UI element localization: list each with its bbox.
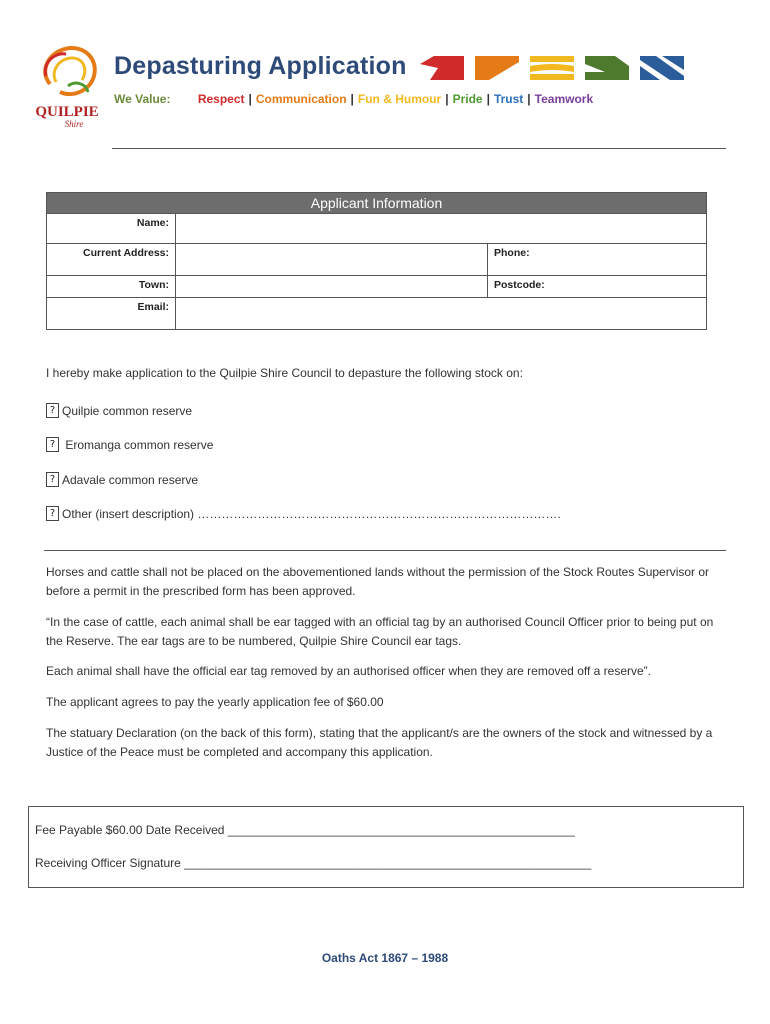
condition-paragraph: Horses and cattle shall not be placed on the abovementioned lands without the permission of the Stock Routes Supervisor or before a permit in the prescribed form has been approved. (46, 565, 710, 598)
green-shape-icon (585, 56, 629, 80)
option-other[interactable] (46, 506, 561, 521)
option-label: Other (insert description) ………………………………………………………………………………. (62, 506, 561, 521)
header-divider (112, 148, 726, 149)
checkbox-icon[interactable]: ? (46, 437, 59, 452)
red-shape-icon (420, 56, 464, 80)
orange-shape-icon (475, 56, 519, 80)
name-label: Name: (47, 214, 176, 244)
postcode-field[interactable] (488, 276, 707, 298)
quilpie-shire-logo (28, 40, 106, 130)
address-field[interactable] (176, 244, 488, 276)
email-field[interactable] (176, 298, 707, 330)
applicant-info-table (46, 192, 707, 330)
office-use-box (28, 806, 744, 888)
option-label: Eromanga common reserve (62, 437, 214, 452)
option-label: Adavale common reserve (62, 472, 199, 487)
values-list (198, 92, 593, 106)
svg-text:Shire: Shire (64, 119, 84, 129)
phone-field[interactable] (488, 244, 707, 276)
value-trust: Trust (493, 92, 524, 106)
values-separator: | (486, 92, 490, 106)
yellow-shape-icon (530, 56, 574, 80)
values-separator: | (445, 92, 449, 106)
values-separator: | (248, 92, 252, 106)
postcode-label: Postcode: (494, 279, 545, 291)
town-label: Town: (47, 276, 176, 298)
condition-paragraph: The statuary Declaration (on the back of this form), stating that the applicant/s are the owners of the stock and witnessed by a Justice of the Peace must be completed and accompany this application. (46, 726, 713, 759)
applicant-info-heading: Applicant Information (47, 193, 707, 214)
section-divider (44, 550, 726, 551)
value-pride: Pride (452, 92, 483, 106)
blue-shape-icon (640, 56, 684, 80)
fee-received-line[interactable]: Fee Payable $60.00 Date Received ____________________________________________________ (35, 823, 575, 837)
values-separator: | (350, 92, 354, 106)
option-label: Quilpie common reserve (62, 403, 193, 418)
checkbox-icon[interactable]: ? (46, 506, 59, 521)
condition-paragraph: The applicant agrees to pay the yearly application fee of $60.00 (46, 695, 384, 709)
checkbox-icon[interactable]: ? (46, 472, 59, 487)
option-eromanga[interactable] (46, 437, 213, 452)
value-fun-humour: Fun & Humour (357, 92, 442, 106)
town-field[interactable] (176, 276, 488, 298)
email-label: Email: (47, 298, 176, 330)
option-quilpie[interactable] (46, 403, 192, 418)
footer-heading: Oaths Act 1867 – 1988 (321, 951, 449, 965)
condition-paragraph: Each animal shall have the official ear tag removed by an authorised officer when they are removed off a reserve”. (46, 664, 652, 678)
checkbox-icon[interactable]: ? (46, 403, 59, 418)
value-communication: Communication (255, 92, 347, 106)
values-separator: | (527, 92, 531, 106)
option-adavale[interactable] (46, 472, 198, 487)
svg-text:QUILPIE: QUILPIE (35, 104, 99, 120)
name-field[interactable] (176, 214, 707, 244)
value-respect: Respect (197, 92, 245, 106)
officer-signature-line[interactable]: Receiving Officer Signature _____________________________________________________________ (35, 856, 592, 870)
page-title: Depasturing Application (114, 52, 407, 80)
intro-text: I hereby make application to the Quilpie Shire Council to depasture the following stock on: (46, 366, 523, 380)
values-label: We Value: (114, 92, 171, 106)
values-line (114, 92, 593, 106)
value-teamwork: Teamwork (534, 92, 594, 106)
phone-label: Phone: (494, 247, 530, 259)
brand-shapes (420, 56, 684, 80)
address-label: Current Address: (47, 244, 176, 276)
condition-paragraph: “In the case of cattle, each animal shall be ear tagged with an official tag by an authorised Council Officer prior to being put on the Reserve. The ear tags are to be numbered, Quilpie Shire Council ear tags. (46, 615, 714, 648)
